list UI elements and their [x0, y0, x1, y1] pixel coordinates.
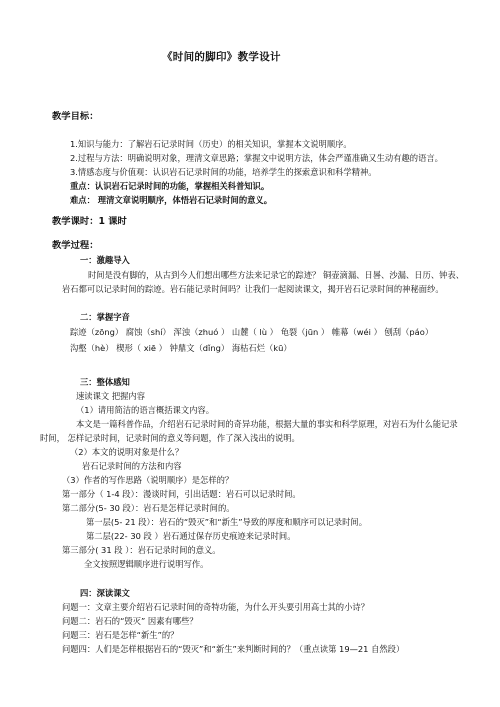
text-line: （3）作者的写作思路（说明顺序）是怎样的？ — [62, 475, 234, 485]
text-line: 时间， 怎样记录时间，记录时间的意义等问题，作了深入浅出的说明。 — [40, 433, 300, 443]
question-line: 问题三：岩石是怎样“新生”的？ — [62, 630, 179, 640]
goal-item: 2.过程与方法：明确说明对象，理清文章思路；掌握文中说明方法，体会严谨准确又生动有趣的语言。 — [70, 153, 443, 163]
pronunciation-line: 踪迹（zōng） 腐蚀（shí） 浑浊（zhuó ） 山麓（ lù ） 龟裂（jūn ） 帷幕（wéi ） 刨刮（páo） — [70, 327, 434, 337]
section-title-intro: 一：激趣导入 — [80, 255, 130, 265]
text-line: （1）请用简洁的语言概括课文内容。 — [76, 405, 215, 415]
text-line: 本文是一篇科普作品，介绍岩石记录时间的奇异功能，根据大量的事实和科学原理，对岩石为什么能记录 — [76, 419, 458, 429]
paragraph-line: 岩石都可以记录时间的踪迹。岩石能记录时间吗？让我们一起阅读课文，揭开岩石记录时间的神秘面纱。 — [62, 284, 444, 294]
text-line: 速读课文 把握内容 — [76, 391, 146, 401]
text-line: 第二部分(5- 30 段）：岩石是怎样记录时间的。 — [62, 503, 235, 513]
text-line: 第一层(5- 21 段）：岩石的“毁灭”和“新生”导致的厚度和顺序可以记录时间。 — [86, 517, 367, 527]
goal-item: 1.知识与能力：了解岩石记录时间（历史）的相关知识，掌握本文说明顺序。 — [70, 139, 352, 149]
text-line: （2）本文的说明对象是什么？ — [70, 447, 184, 457]
question-line: 问题四：人们是怎样根据岩石的“毁灭”和“新生”来判断时间的？（重点读第 19—21 自然段） — [62, 644, 405, 654]
difficult-point: 难点： 理清文章说明顺序，体悟岩石记录时间的意义。 — [70, 195, 273, 205]
text-line: 第一部分（ 1-4 段）：漫谈时间，引出话题：岩石可以记录时间。 — [62, 489, 301, 499]
text-line: 第三部分( 31 段 ）：岩石记录时间的意义。 — [62, 545, 221, 555]
text-line: 全文按照逻辑顺序进行说明写作。 — [84, 559, 209, 569]
key-point: 重点：认识岩石记录时间的功能，掌握相关科普知识。 — [70, 181, 270, 191]
text-line: 岩石记录时间的方法和内容 — [82, 461, 182, 471]
process-heading: 教学过程： — [52, 240, 99, 251]
pronunciation-line: 沟壑（hè） 楔形（ xiē ） 钟鼎文（dǐng） 海枯石烂（kū） — [70, 343, 292, 353]
section-title-pronunciation: 二：掌握字音 — [80, 312, 130, 322]
goal-item: 3.情感态度与价值观：认识岩石记录时间的功能，培养学生的探索意识和科学精神。 — [70, 167, 377, 177]
paragraph-line: 时间是没有脚的，从古到今人们想出哪些方法来记录它的踪迹？ 铜壶滴漏、日晷、沙漏、日历、钟表、 — [88, 270, 465, 280]
goals-heading: 教学目标： — [52, 111, 99, 122]
section-title-deep-reading: 四：深读课文 — [80, 588, 130, 598]
section-title-overview: 三：整体感知 — [80, 377, 130, 387]
teaching-hours: 教学课时：1 课时 — [52, 216, 127, 227]
question-line: 问题一：文章主要介绍岩石记录时间的奇特功能，为什么开头要引用高士其的小诗？ — [62, 602, 369, 612]
text-line: 第二层(22- 30 段 ）岩石通过保存历史痕迹来记录时间。 — [86, 531, 296, 541]
question-line: 问题二：岩石的“毁灭” 因素有哪些？ — [62, 616, 198, 626]
document-title: 《时间的脚印》教学设计 — [162, 51, 281, 63]
